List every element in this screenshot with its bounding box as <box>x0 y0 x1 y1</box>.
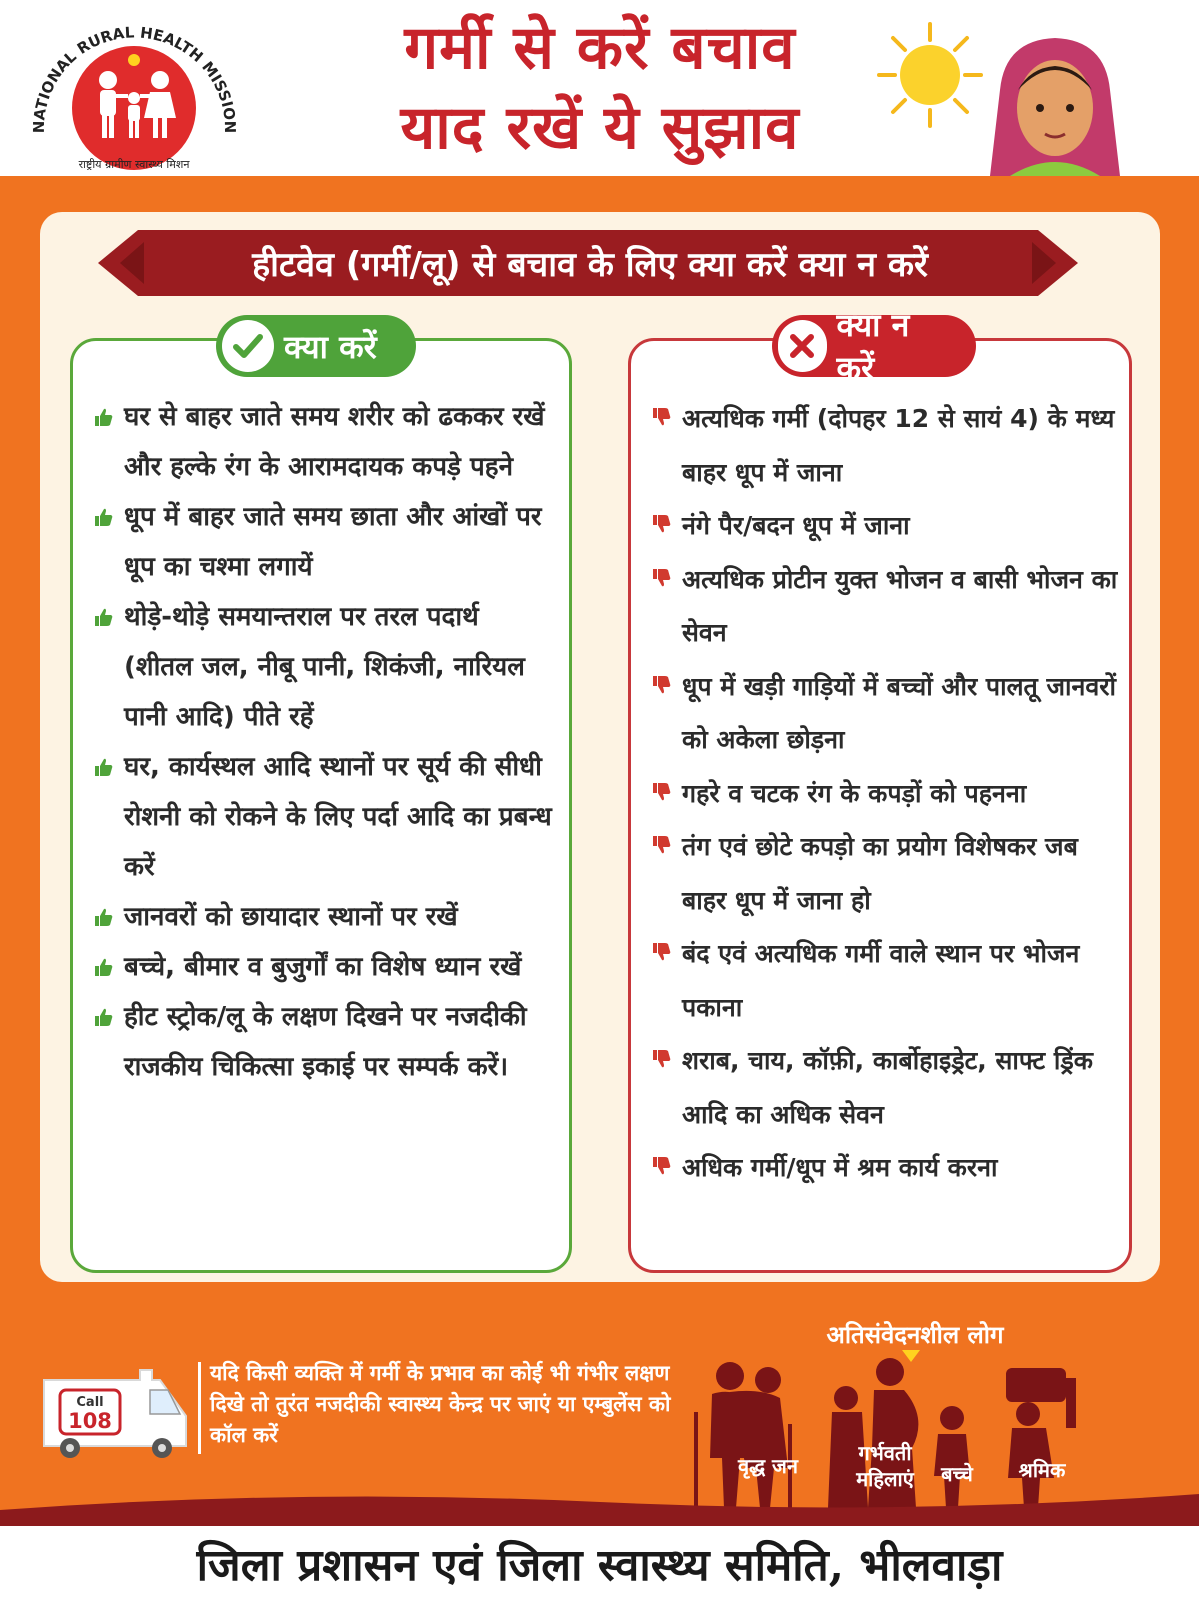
dont-item <box>650 1034 1120 1141</box>
do-item-text: धूप में बाहर जाते समय छाता और आंखों पर धूप का चश्मा लगायें <box>124 502 542 582</box>
vulnerable-group-label: श्रमिक <box>1018 1458 1066 1482</box>
dont-list <box>650 392 1120 1195</box>
logo-arc-text: NATIONAL RURAL HEALTH MISSION <box>29 23 240 134</box>
do-item-text: हीट स्ट्रोक/लू के लक्षण दिखने पर नजदीकी राजकीय चिकित्सा इकाई पर सम्पर्क करें। <box>124 1002 527 1082</box>
header <box>0 0 1199 176</box>
thumbs-up-icon <box>92 506 114 528</box>
thumbs-down-icon <box>650 781 672 803</box>
thumbs-up-icon <box>92 1006 114 1028</box>
do-item <box>92 892 552 942</box>
dont-label: क्या न करें <box>836 306 910 387</box>
thumbs-down-icon <box>650 406 672 428</box>
title-line-1: गर्मी से करें बचाव <box>404 13 796 83</box>
sun-icon <box>875 20 985 130</box>
cross-icon <box>778 320 827 372</box>
thumbs-down-icon <box>650 513 672 535</box>
dont-item <box>650 499 1120 553</box>
do-item <box>92 492 552 592</box>
footer-text: जिला प्रशासन एवं जिला स्वास्थ्य समिति, भीलवाड़ा <box>196 1540 1003 1591</box>
do-item-text: घर, कार्यस्थल आदि स्थानों पर सूर्य की सीधी रोशनी को रोकने के लिए पर्दा आदि का प्रबन्ध करें <box>124 752 552 882</box>
woman-illustration-icon <box>970 30 1140 176</box>
vulnerable-group-label: वृद्ध जन <box>737 1454 798 1478</box>
dont-item <box>650 392 1120 499</box>
footer <box>0 1526 1199 1600</box>
thumbs-down-icon <box>650 674 672 696</box>
do-label: क्या करें <box>284 327 377 366</box>
emergency-number: 108 <box>68 1409 112 1433</box>
do-item-text: थोड़े-थोड़े समयान्तराल पर तरल पदार्थ (शीतल जल, नीबू पानी, शिकंजी, नारियल पानी आदि) पीते रहें <box>124 602 525 732</box>
do-item <box>92 992 552 1092</box>
call-label: Call <box>76 1395 104 1410</box>
dont-item <box>650 660 1120 767</box>
title-line-2: याद रखें ये सुझाव <box>400 93 800 163</box>
emergency-text: यदि किसी व्यक्ति में गर्मी के प्रभाव का कोई भी गंभीर लक्षण दिखे तो तुरंत नजदीकी स्वास्थ्य केन्द्र पर जाएं या एम्बुलेंस को कॉल करें <box>210 1361 671 1447</box>
dont-item-text: गहरे व चटक रंग के कपड़ों को पहनना <box>682 778 1027 808</box>
bottom-wave <box>0 1480 1199 1526</box>
do-item-text: जानवरों को छायादार स्थानों पर रखें <box>124 902 458 932</box>
thumbs-down-icon <box>650 941 672 963</box>
dont-item-text: शराब, चाय, कॉफ़ी, कार्बोहाइड्रेट, साफ्ट ड्रिंक आदि का अधिक सेवन <box>682 1046 1093 1129</box>
check-icon <box>222 320 274 372</box>
thumbs-up-icon <box>92 906 114 928</box>
thumbs-up-icon <box>92 606 114 628</box>
dont-item-text: तंग एवं छोटे कपड़ो का प्रयोग विशेषकर जब बाहर धूप में जाना हो <box>682 832 1078 915</box>
banner-text: हीटवेव (गर्मी/लू) से बचाव के लिए क्या करें क्या न करें <box>252 245 928 285</box>
do-item <box>92 392 552 492</box>
do-item-text: बच्चे, बीमार व बुजुर्गों का विशेष ध्यान रखें <box>124 952 522 982</box>
dont-item-text: नंगे पैर/बदन धूप में जाना <box>682 511 910 540</box>
thumbs-down-icon <box>650 1048 672 1070</box>
thumbs-down-icon <box>650 567 672 589</box>
do-header <box>216 315 416 377</box>
do-item <box>92 592 552 742</box>
dont-item <box>650 820 1120 927</box>
thumbs-up-icon <box>92 756 114 778</box>
dont-item <box>650 927 1120 1034</box>
nrhm-logo <box>22 10 247 170</box>
dont-item <box>650 767 1120 821</box>
ambulance-icon <box>40 1360 190 1460</box>
thumbs-down-icon <box>650 1155 672 1177</box>
dont-item <box>650 1141 1120 1195</box>
divider <box>198 1362 201 1454</box>
dont-item-text: बंद एवं अत्यधिक गर्मी वाले स्थान पर भोजन पकाना <box>682 939 1080 1022</box>
do-item-text: घर से बाहर जाते समय शरीर को ढककर रखें और हल्के रंग के आरामदायक कपड़े पहने <box>124 402 545 482</box>
poster-title <box>300 8 900 168</box>
dont-item-text: अत्यधिक गर्मी (दोपहर 12 से सायं 4) के मध्य बाहर धूप में जाना <box>682 404 1115 487</box>
dont-header <box>772 306 976 387</box>
thumbs-down-icon <box>650 834 672 856</box>
dont-item-text: धूप में खड़ी गाड़ियों में बच्चों और पालतू जानवरों को अकेला छोड़ना <box>682 671 1117 754</box>
do-list <box>92 392 552 1092</box>
vulnerable-group-label: गर्भवती महिलाएं <box>856 1441 914 1491</box>
dont-item <box>650 553 1120 660</box>
do-item <box>92 742 552 892</box>
thumbs-up-icon <box>92 406 114 428</box>
vulnerable-title: अतिसंवेदनशील लोग <box>826 1321 1004 1349</box>
vulnerable-group-label: बच्चे <box>941 1462 973 1486</box>
dont-item-text: अत्यधिक प्रोटीन युक्त भोजन व बासी भोजन का सेवन <box>682 564 1118 647</box>
thumbs-up-icon <box>92 956 114 978</box>
do-item <box>92 942 552 992</box>
dont-item-text: अधिक गर्मी/धूप में श्रम कार्य करना <box>682 1153 998 1182</box>
logo-sub-text: राष्ट्रीय ग्रामीण स्वास्थ्य मिशन <box>78 158 190 170</box>
